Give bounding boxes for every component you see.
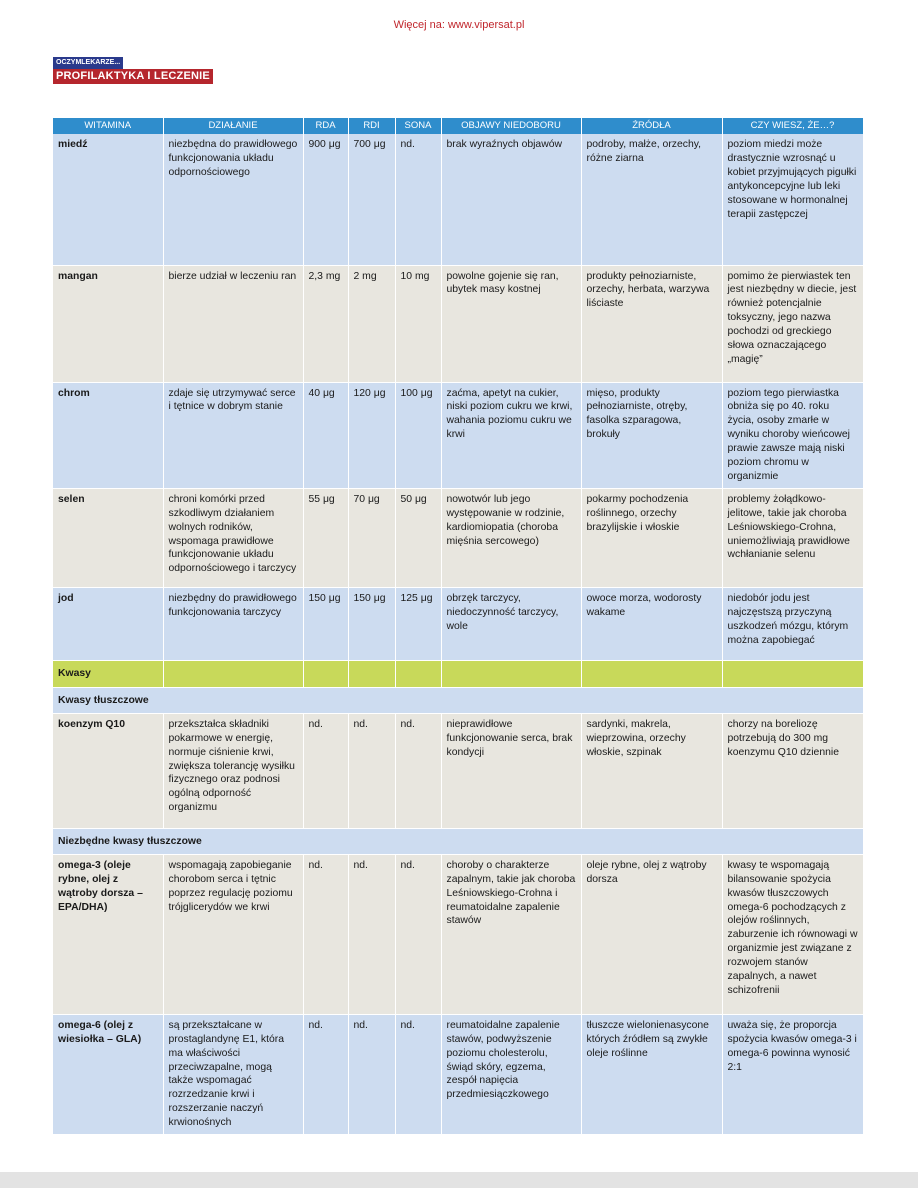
cell-fact: chorzy na boreliozę potrzebują do 300 mg koenzymu Q10 dziennie [722, 713, 863, 828]
cell-sources: sardynki, makrela, wieprzowina, orzechy włoskie, szpinak [581, 713, 722, 828]
cell-symptoms: obrzęk tarczycy, niedoczynność tarczycy, wole [441, 587, 581, 660]
cell-rda: 900 μg [303, 134, 348, 265]
table-row [53, 587, 863, 660]
table-row [53, 854, 863, 1014]
cell-fact: poziom miedzi może drastycznie wzrosnąć u kobiet przyjmujących pigułki antykoncepcyjne lub leki stosowane w hormonalnej terapii zastępczej [722, 134, 863, 265]
page-footer-bar [0, 1172, 918, 1188]
cell-symptoms: choroby o charakterze zapalnym, takie jak choroba Leśniowskiego-Crohna i reumatoidalne zapalenie stawów [441, 854, 581, 1014]
cell-sources: produkty pełnoziarniste, orzechy, herbata, warzywa liściaste [581, 265, 722, 382]
cell-sona: 50 μg [395, 488, 441, 587]
cell-name: mangan [53, 265, 163, 382]
cell-sources: pokarmy pochodzenia roślinnego, orzechy brazylijskie i włoskie [581, 488, 722, 587]
cell-rdi: 70 μg [348, 488, 395, 587]
cell-fact: niedobór jodu jest najczęstszą przyczyną uszkodzeń mózgu, którym można zapobiegać [722, 587, 863, 660]
header-row [53, 118, 863, 134]
section-label: Kwasy [53, 660, 163, 687]
section-row-acids [53, 660, 863, 687]
section-brand [53, 51, 213, 84]
cell-sona: 100 μg [395, 382, 441, 488]
cell-sona: nd. [395, 134, 441, 265]
col-header-rda: RDA [303, 118, 348, 134]
cell-sona: 10 mg [395, 265, 441, 382]
section-row-essential [53, 828, 863, 854]
table-row [53, 134, 863, 265]
col-header-fact: CZY WIESZ, ŻE…? [722, 118, 863, 134]
col-header-vitamin: WITAMINA [53, 118, 163, 134]
cell-symptoms: nieprawidłowe funkcjonowanie serca, brak kondycji [441, 713, 581, 828]
brand-small-label: OCZYMLEKARZE... [53, 57, 123, 69]
col-header-action: DZIAŁANIE [163, 118, 303, 134]
cell-rdi: nd. [348, 854, 395, 1014]
cell-rda: nd. [303, 854, 348, 1014]
table-row [53, 265, 863, 382]
col-header-sona: SONA [395, 118, 441, 134]
cell-rda: 2,3 mg [303, 265, 348, 382]
cell-rdi: nd. [348, 713, 395, 828]
cell-sona: nd. [395, 1014, 441, 1134]
cell-sona: nd. [395, 713, 441, 828]
table-row [53, 488, 863, 587]
section-label: Niezbędne kwasy tłuszczowe [53, 828, 863, 854]
cell-rdi: nd. [348, 1014, 395, 1134]
brand-title: PROFILAKTYKA I LECZENIE [53, 69, 213, 84]
cell-rda: nd. [303, 713, 348, 828]
cell-action: wspomagają zapobieganie chorobom serca i tętnic poprzez regulację poziomu trójglicerydów we krwi [163, 854, 303, 1014]
cell-symptoms: reumatoidalne zapalenie stawów, podwyższenie poziomu cholesterolu, świąd skóry, egzema, zespół napięcia przedmiesiączkowego [441, 1014, 581, 1134]
source-link[interactable]: Więcej na: www.vipersat.pl [393, 19, 525, 31]
cell-fact: kwasy te wspomagają bilansowanie spożycia kwasów tłuszczowych omega-6 pochodzących z olejów roślinnych, zaburzenie ich równowagi w organizmie jest związane z rozwojem stanów zapalnych, a nawet schizofrenii [722, 854, 863, 1014]
cell-symptoms: zaćma, apetyt na cukier, niski poziom cukru we krwi, wahania poziomu cukru we krwi [441, 382, 581, 488]
vitamin-table [53, 118, 864, 1135]
cell-name: koenzym Q10 [53, 713, 163, 828]
cell-action: niezbędny do prawidłowego funkcjonowania tarczycy [163, 587, 303, 660]
cell-sources: oleje rybne, olej z wątroby dorsza [581, 854, 722, 1014]
cell-name: selen [53, 488, 163, 587]
cell-fact: uważa się, że proporcja spożycia kwasów omega-3 i omega-6 powinna wynosić 2:1 [722, 1014, 863, 1134]
cell-action: bierze udział w leczeniu ran [163, 265, 303, 382]
cell-fact: problemy żołądkowo-jelitowe, takie jak choroba Leśniowskiego-Crohna, uniemożliwiają prawidłowe wchłanianie selenu [722, 488, 863, 587]
cell-sona: 125 μg [395, 587, 441, 660]
table-row [53, 713, 863, 828]
cell-rda: nd. [303, 1014, 348, 1134]
cell-sources: mięso, produkty pełnoziarniste, otręby, fasolka szparagowa, brokuły [581, 382, 722, 488]
cell-rdi: 700 μg [348, 134, 395, 265]
col-header-symptoms: OBJAWY NIEDOBORU [441, 118, 581, 134]
cell-action: są przekształcane w prostaglandynę E1, która ma właściwości przeciwzapalne, mogą także wspomagać rozrzedzanie krwi i rozszerzanie naczyń krwionośnych [163, 1014, 303, 1134]
cell-symptoms: powolne gojenie się ran, ubytek masy kostnej [441, 265, 581, 382]
cell-action: niezbędna do prawidłowego funkcjonowania układu odpornościowego [163, 134, 303, 265]
col-header-rdi: RDI [348, 118, 395, 134]
cell-rda: 150 μg [303, 587, 348, 660]
cell-rda: 40 μg [303, 382, 348, 488]
cell-name: jod [53, 587, 163, 660]
cell-action: zdaje się utrzymywać serce i tętnice w dobrym stanie [163, 382, 303, 488]
cell-symptoms: brak wyraźnych objawów [441, 134, 581, 265]
cell-rda: 55 μg [303, 488, 348, 587]
cell-name: omega-6 (olej z wiesiołka – GLA) [53, 1014, 163, 1134]
section-row-fatty [53, 687, 863, 713]
cell-action: chroni komórki przed szkodliwym działaniem wolnych rodników, wspomaga prawidłowe funkcjonowanie układu odpornościowego i tarczycy [163, 488, 303, 587]
cell-rdi: 150 μg [348, 587, 395, 660]
cell-name: chrom [53, 382, 163, 488]
cell-action: przekształca składniki pokarmowe w energię, normuje ciśnienie krwi, zwiększa tolerancję wysiłku fizycznego oraz podnosi ogólną odporność organizmu [163, 713, 303, 828]
cell-fact: pomimo że pierwiastek ten jest niezbędny w diecie, jest również potencjalnie toksyczny, jego nazwa pochodzi od greckiego słowa oznaczającego „magię” [722, 265, 863, 382]
cell-name: omega-3 (oleje rybne, olej z wątroby dorsza – EPA/DHA) [53, 854, 163, 1014]
table-row [53, 382, 863, 488]
section-label: Kwasy tłuszczowe [53, 687, 863, 713]
cell-symptoms: nowotwór lub jego występowanie w rodzinie, kardiomiopatia (choroba mięśnia sercowego) [441, 488, 581, 587]
cell-sources: owoce morza, wodorosty wakame [581, 587, 722, 660]
cell-sources: podroby, małże, orzechy, różne ziarna [581, 134, 722, 265]
cell-name: miedź [53, 134, 163, 265]
cell-rdi: 2 mg [348, 265, 395, 382]
cell-sources: tłuszcze wielonienasycone których źródłem są zwykłe oleje roślinne [581, 1014, 722, 1134]
col-header-sources: ŹRÓDŁA [581, 118, 722, 134]
cell-sona: nd. [395, 854, 441, 1014]
table-row [53, 1014, 863, 1134]
cell-fact: poziom tego pierwiastka obniża się po 40. roku życia, osoby zmarłe w wyniku choroby wieńcowej prawie zawsze mają niski poziom chromu w organizmie [722, 382, 863, 488]
cell-rdi: 120 μg [348, 382, 395, 488]
